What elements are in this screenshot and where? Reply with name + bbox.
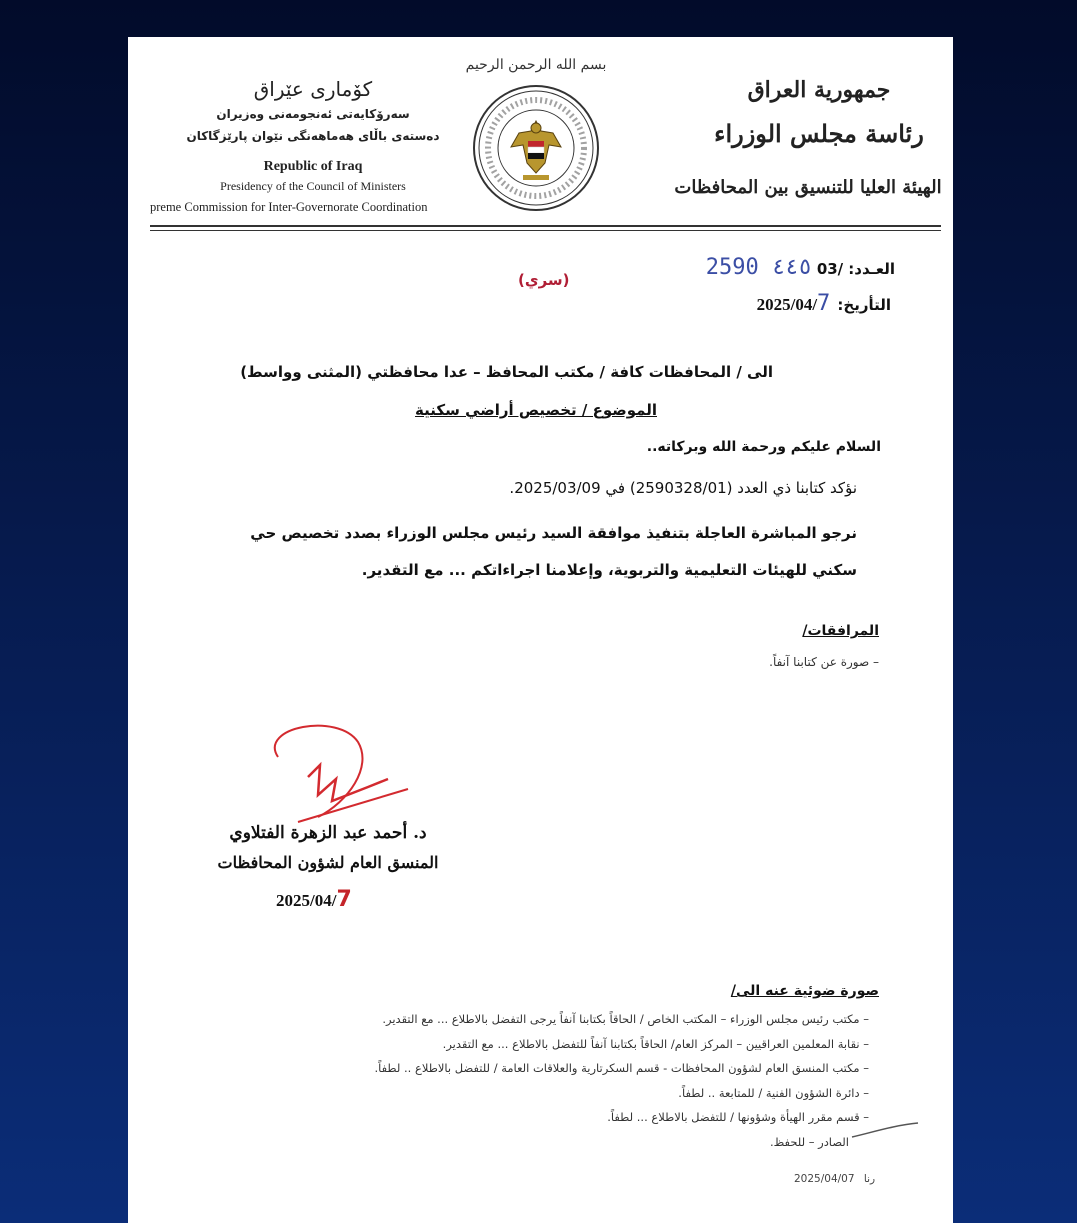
signatory-title: المنسق العام لشؤون المحافظات: [217, 853, 439, 872]
header-en-line3: preme Commission for Inter-Governorate Coordination: [150, 200, 428, 214]
header-en-line2: Presidency of the Council of Ministers: [220, 179, 406, 193]
header-ku-line3: دەستەی باڵای هەماهەنگی نێوان پارێزگاکان: [186, 129, 440, 143]
footer: [794, 1173, 875, 1185]
number-label: العـدد:: [848, 260, 895, 278]
header-ku-line1: كۆماری عێراق: [253, 77, 373, 101]
copies-item: – مكتب رئيس مجلس الوزراء – المكتب الخاص / الحاقاً بكتابنا آنفاً يرجى التفضل بالاطلاع ... مع التقدير.: [382, 1012, 869, 1026]
date-handwritten: 7: [817, 291, 833, 316]
number-handwritten: 2590 ٤٤٥: [705, 255, 812, 280]
attachments-heading: المرافقات/: [802, 623, 879, 639]
letter-para2: نرجو المباشرة العاجلة بتنفيذ موافقة السيد رئيس مجلس الوزراء بصدد تخصيص حي سكني للهيئات التعليمية والتربوية، وإعلامنا اجراءاتكم ... مع التقدير.: [250, 524, 857, 579]
letter-recipient: الى / المحافظات كافة / مكتب المحافظ – عدا محافظتي (المثنى وواسط): [240, 363, 773, 381]
header-divider-thin: [150, 230, 941, 231]
header-ar-line1: جمهورية العراق: [747, 77, 891, 103]
footer-typist: رنا: [863, 1173, 876, 1185]
signature-date-handwritten: 7: [336, 887, 352, 912]
letter-para1: نؤكد كتابنا ذي العدد (2590328/01) في 2025/03/09.: [509, 479, 857, 497]
copies-list: [249, 1007, 869, 1154]
attachments-item: – صورة عن كتابنا آنفاً.: [769, 655, 879, 669]
copies-item: – مكتب المنسق العام لشؤون المحافظات - قسم السكرتارية والعلاقات العامة / للتفضل بالاطلاع .. لطفاً.: [374, 1061, 869, 1075]
letter-subject: الموضوع / تخصيص أراضي سكنية: [415, 401, 657, 419]
header-divider: [150, 225, 941, 227]
copies-item: – دائرة الشؤون الفنية / للمتابعة .. لطفاً.: [678, 1085, 869, 1100]
date-printed: 2025/04/: [756, 295, 818, 314]
copies-heading: صورة ضوئية عنه الى/: [730, 983, 879, 999]
letter-page: [128, 37, 953, 1223]
basmala: بسم الله الرحمن الرحيم: [465, 57, 607, 73]
letter-greeting: السلام عليكم ورحمة الله وبركاته..: [646, 439, 881, 455]
signatory-name: د. أحمد عبد الزهرة الفتلاوي: [229, 823, 427, 843]
header-ku-line2: سەرۆکایەتی ئەنجومەنی وەزیران: [216, 107, 410, 121]
copies-item: – نقابة المعلمين العراقيين – المركز العام/ الحاقاً بكتابنا آنفاً للتفضل بالاطلاع ... مع التقدير.: [442, 1036, 869, 1051]
signature-date: [276, 887, 352, 912]
signature-date-printed: 2025/04/: [276, 891, 337, 910]
letter-date: [591, 291, 891, 316]
footer-date: 2025/04/07: [794, 1173, 855, 1185]
copies-item: الصادر – للحفظ.: [769, 1134, 849, 1149]
iraq-emblem-seal: [471, 83, 601, 213]
classification-badge: (سري): [518, 271, 570, 289]
number-prefix: 03/: [816, 260, 844, 278]
header-ar-line3: الهيئة العليا للتنسيق بين المحافظات: [674, 177, 942, 198]
handwritten-signature: [248, 717, 428, 837]
initial-mark: [850, 1121, 920, 1141]
header-ar-line2: رئاسة مجلس الوزراء: [714, 119, 924, 148]
copies-item: – قسم مقرر الهيأة وشؤونها / للتفضل بالاطلاع ... لطفاً.: [607, 1110, 869, 1124]
reference-number: [575, 255, 895, 280]
date-label: التأريخ:: [837, 296, 891, 314]
header-en-line1: Republic of Iraq: [263, 159, 363, 174]
